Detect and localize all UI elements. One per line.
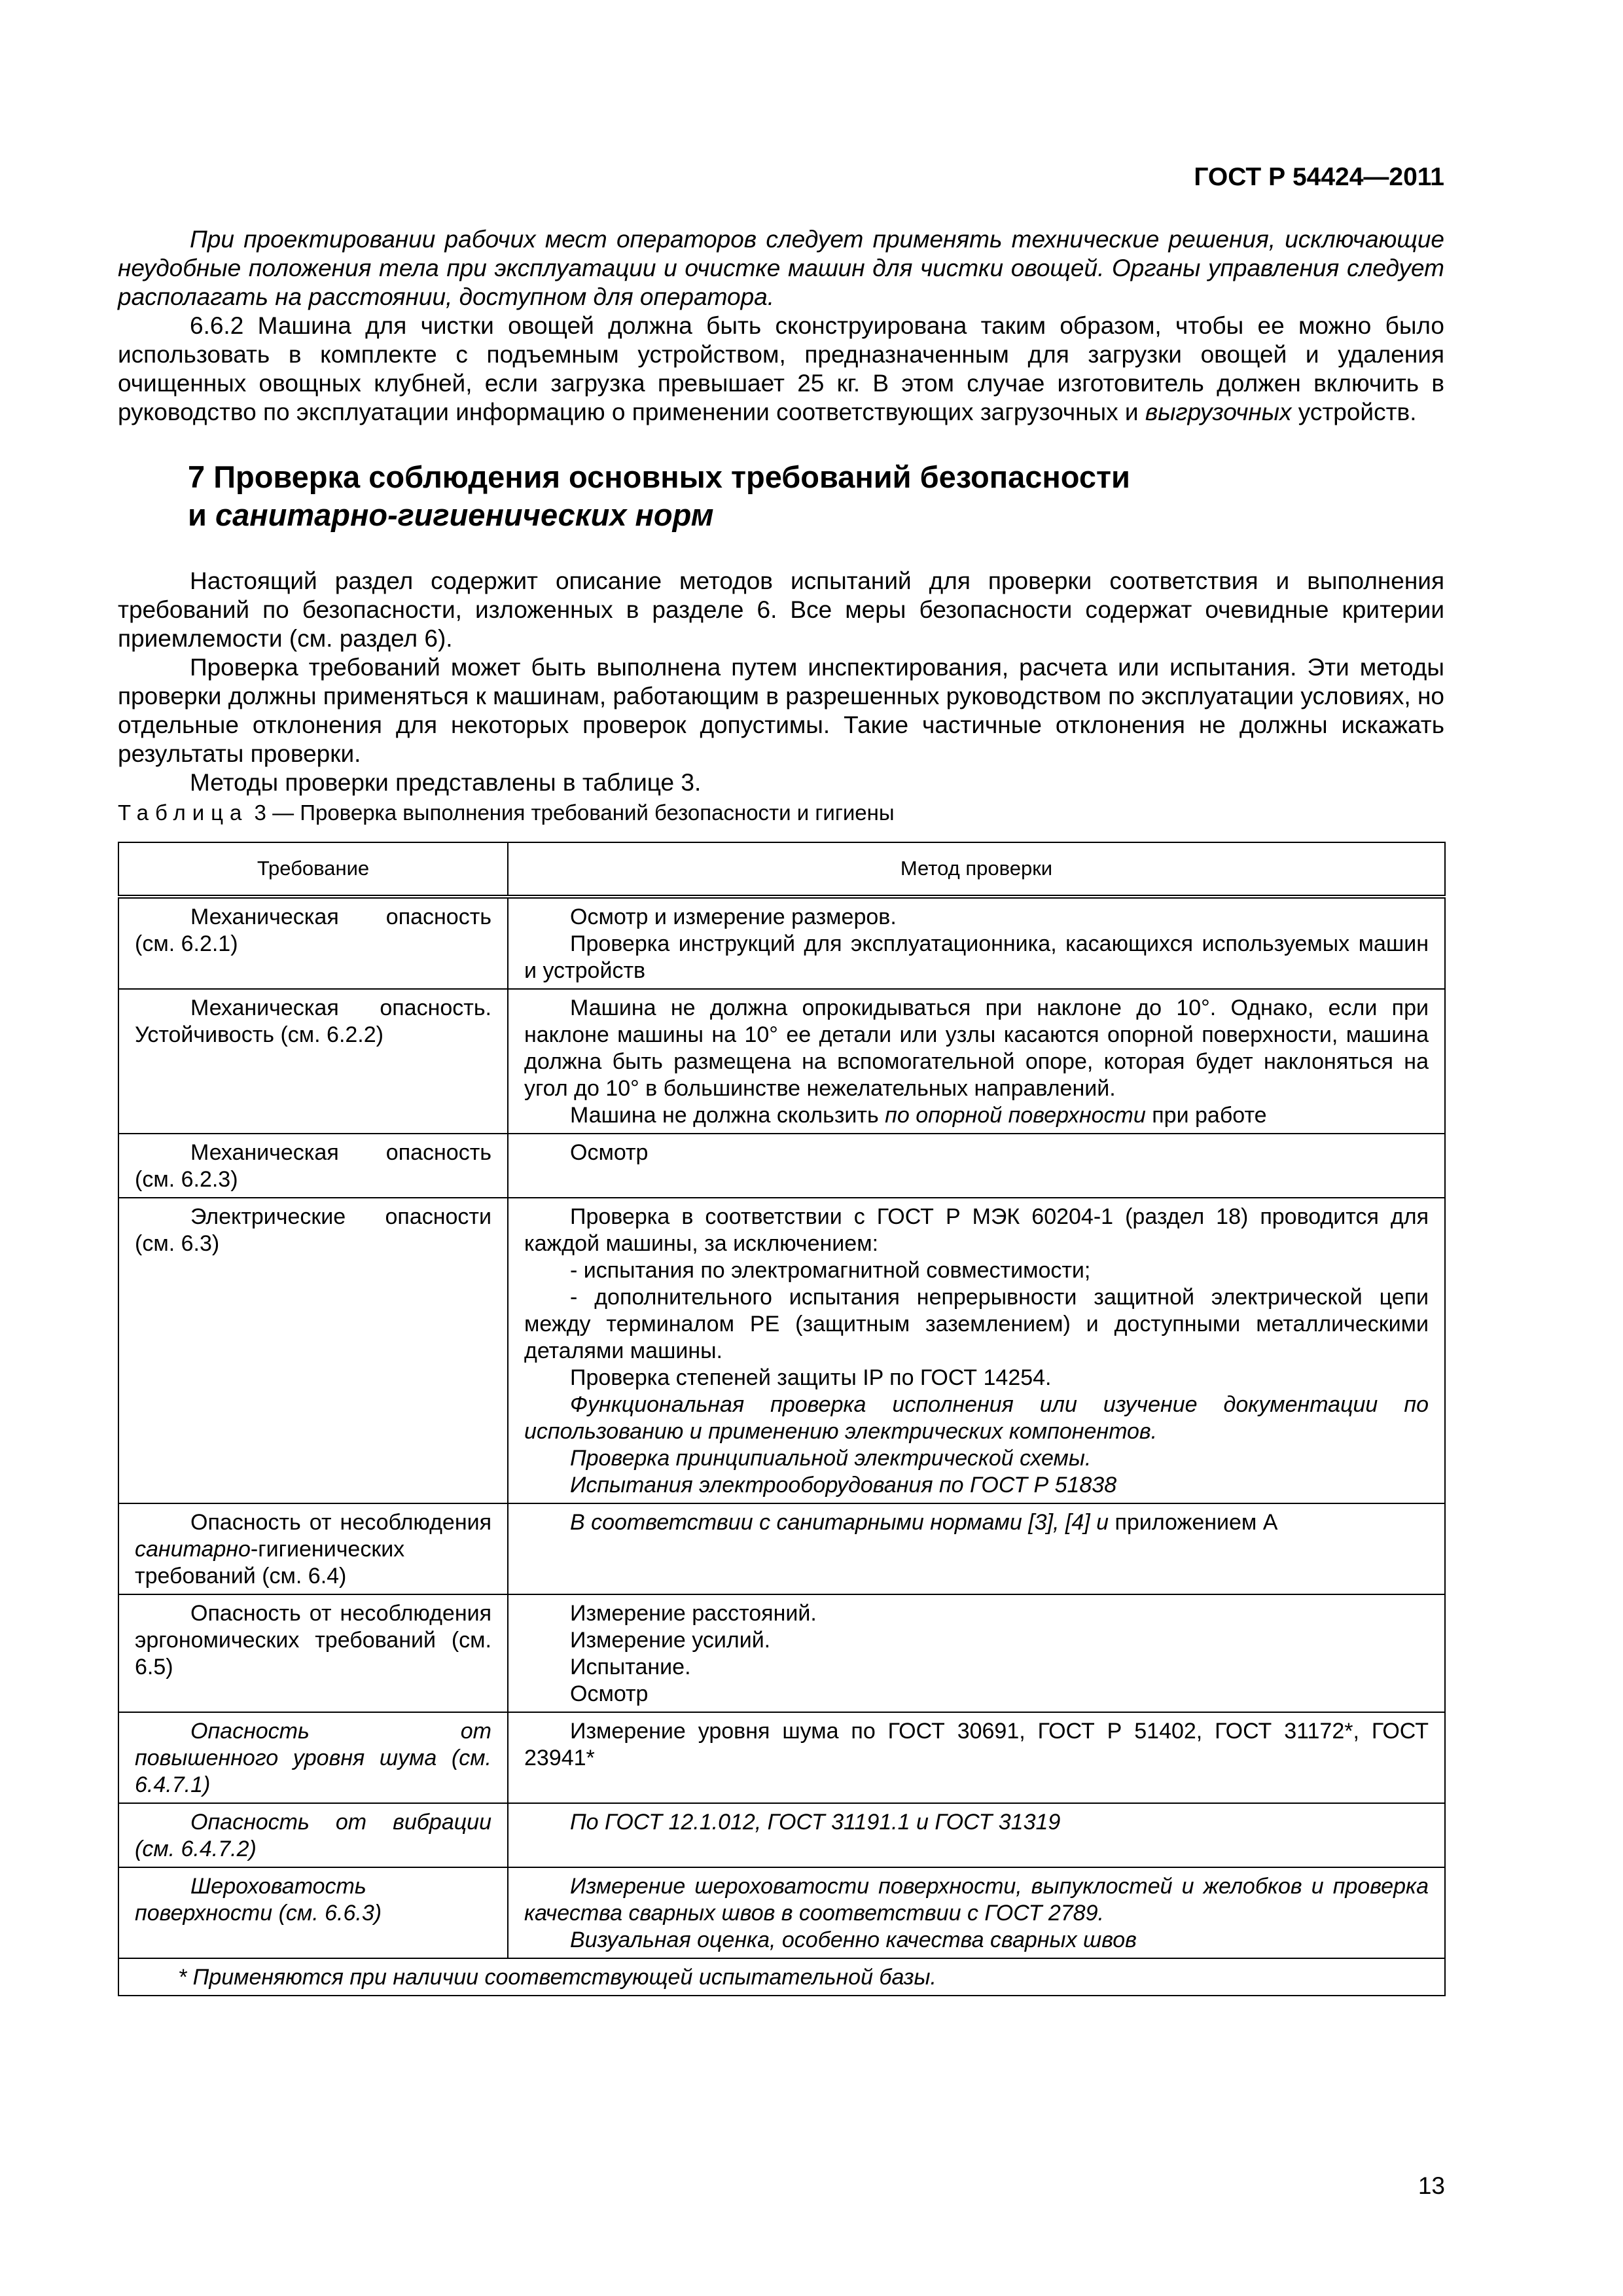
method-line: Проверка принципиальной электрической схемы. <box>570 1446 1092 1471</box>
clause-6-6-2-italic: выгрузочных <box>1145 399 1292 425</box>
requirement-cell <box>118 1712 508 1803</box>
method-line: Измерение усилий. <box>570 1628 771 1653</box>
method-cell <box>508 1867 1445 1958</box>
table-row <box>118 897 1445 989</box>
table-footnote-row <box>118 1958 1445 1996</box>
method-cell <box>508 1134 1445 1198</box>
requirement-text: Опасность от несоблюдения эргономических требований (см. 6.5) <box>135 1601 491 1679</box>
method-text-italic: В соответствии с санитарными нормами [3], [4] и <box>570 1510 1109 1535</box>
table-row <box>118 1712 1445 1803</box>
column-header-method: Метод проверки <box>508 842 1445 897</box>
clause-6-6-2-end: устройств. <box>1291 399 1417 425</box>
method-cell <box>508 1594 1445 1712</box>
requirement-cell <box>118 1867 508 1958</box>
method-cell <box>508 1503 1445 1594</box>
method-line <box>524 1509 1429 1536</box>
table-row <box>118 989 1445 1134</box>
requirement-text-part: -гигиенических требований (см. 6.4) <box>135 1537 405 1588</box>
method-line: Визуальная оценка, особенно качества сварных швов <box>570 1928 1137 1952</box>
table-footnote <box>118 1958 1445 1996</box>
requirement-text-italic: санитарно <box>135 1537 251 1562</box>
section-7-heading-line-1: 7 Проверка соблюдения основных требований безопасности <box>188 459 1130 494</box>
method-line: Измерение расстояний. <box>570 1601 817 1626</box>
section-7-heading <box>118 458 1444 534</box>
requirement-text: Электрические опасности (см. 6.3) <box>135 1204 491 1256</box>
method-cell <box>508 1198 1445 1503</box>
section-7-heading-line-2 <box>188 496 1444 534</box>
method-line: Машина не должна опрокидываться при наклоне до 10°. Однако, если при наклоне машины на 10° ее детали или узлы касаются опорной поверхности, машина должна быть размещена на вспомогательной опоре, которая будет наклоняться на угол до 10° в большинстве нежелательных направлений. <box>524 996 1429 1101</box>
method-cell <box>508 989 1445 1134</box>
method-cell <box>508 1712 1445 1803</box>
requirement-text: Механическая опасность. Устойчивость (см. 6.2.2) <box>135 996 491 1047</box>
table-row <box>118 1503 1445 1594</box>
section-7-heading-line-2-italic: санитарно-гигиенических норм <box>215 497 714 532</box>
method-line: - испытания по электромагнитной совместимости; <box>570 1258 1091 1283</box>
requirement-cell <box>118 1803 508 1867</box>
table-row <box>118 1134 1445 1198</box>
requirement-cell <box>118 1134 508 1198</box>
section-7-heading-line-2-plain: и <box>188 497 215 532</box>
method-cell <box>508 1803 1445 1867</box>
requirement-cell <box>118 1198 508 1503</box>
method-text-italic: по опорной поверхности <box>885 1103 1146 1128</box>
requirement-text: Механическая опасность (см. 6.2.3) <box>135 1140 491 1192</box>
section-7-paragraph-3: Методы проверки представлены в таблице 3. <box>190 769 702 796</box>
method-line: Проверка инструкций для эксплуатационника, касающихся используемых машин и устройств <box>524 931 1429 983</box>
table-row <box>118 1867 1445 1958</box>
method-line: Измерение шероховатости поверхности, выпуклостей и желобков и проверка качества сварных швов в соответствии с ГОСТ 2789. <box>524 1874 1429 1926</box>
requirement-cell <box>118 989 508 1134</box>
method-line: Функциональная проверка исполнения или изучение документации по использованию и применению электрических компонентов. <box>524 1392 1429 1444</box>
method-line: Проверка степеней защиты IP по ГОСТ 14254. <box>570 1365 1052 1390</box>
clause-6-6-2-text: 6.6.2 Машина для чистки овощей должна быть сконструирована таким образом, чтобы ее можно было использовать в комплекте с подъемным устройством, предназначенным для загрузки овощей и удаления очищенных овощных клубней, если загрузка превышает 25 кг. В этом случае изготовитель должен включить в руководство по эксплуатации информацию о применении соответствующих загрузочных и <box>118 312 1444 425</box>
requirement-text-part: Опасность от несоблюдения <box>190 1510 491 1535</box>
method-line: Испытания электрооборудования по ГОСТ Р 51838 <box>570 1473 1117 1498</box>
method-line: Испытание. <box>570 1655 691 1679</box>
requirement-cell <box>118 1503 508 1594</box>
method-line: По ГОСТ 12.1.012, ГОСТ 31191.1 и ГОСТ 31319 <box>570 1810 1061 1835</box>
table-header-row <box>118 842 1445 897</box>
method-line: - дополнительного испытания непрерывности защитной электрической цепи между терминалом PE (защитным заземлением) и доступными металлическими деталями машины. <box>524 1285 1429 1363</box>
requirement-cell <box>118 1594 508 1712</box>
requirement-text: Опасность от вибрации (см. 6.4.7.2) <box>135 1810 491 1861</box>
method-line: Измерение уровня шума по ГОСТ 30691, ГОСТ Р 51402, ГОСТ 31172*, ГОСТ 23941* <box>524 1719 1429 1770</box>
section-7-paragraph-1: Настоящий раздел содержит описание методов испытаний для проверки соответствия и выполнения требований по безопасности, изложенных в разделе 6. Все меры безопасности содержат очевидные критерии приемлемости (см. раздел 6). <box>118 567 1444 652</box>
page-body <box>118 225 1444 1996</box>
table-3-caption-title: 3 — Проверка выполнения требований безопасности и гигиены <box>248 800 895 825</box>
method-text: при работе <box>1145 1103 1267 1128</box>
requirement-text: Шероховатость поверхности (см. 6.6.3) <box>135 1874 382 1926</box>
table-3 <box>118 842 1446 1996</box>
table-row <box>118 1594 1445 1712</box>
document-code: ГОСТ Р 54424—2011 <box>1194 163 1444 191</box>
intro-paragraph-1: При проектировании рабочих мест операторов следует применять технические решения, исключающие неудобные положения тела при эксплуатации и очистке машин для чистки овощей. Органы управления следует располагать на расстоянии, доступном для оператора. <box>118 226 1444 310</box>
table-3-caption <box>118 800 1444 826</box>
method-text: приложением А <box>1109 1510 1278 1535</box>
table-3-caption-lead: Таблица <box>118 800 249 825</box>
table-footnote-text: * Применяются при наличии соответствующей испытательной базы. <box>178 1965 936 1990</box>
method-text: Машина не должна скользить <box>570 1103 885 1128</box>
clause-6-6-2 <box>118 312 1444 427</box>
method-line: Осмотр <box>570 1140 649 1165</box>
requirement-cell <box>118 897 508 989</box>
requirement-text <box>135 1509 491 1590</box>
method-line <box>524 1102 1429 1129</box>
method-line: Осмотр <box>570 1681 649 1706</box>
method-line: Проверка в соответствии с ГОСТ Р МЭК 60204-1 (раздел 18) проводится для каждой машины, за исключением: <box>524 1204 1429 1256</box>
section-7-paragraph-2: Проверка требований может быть выполнена путем инспектирования, расчета или испытания. Эти методы проверки должны применяться к машинам, работающим в разрешенных руководством по эксплуатации условиях, но отдельные отклонения для некоторых проверок допустимы. Такие частичные отклонения не должны искажать результаты проверки. <box>118 654 1444 767</box>
page-number: 13 <box>1418 2172 1445 2199</box>
table-row <box>118 1198 1445 1503</box>
method-line: Осмотр и измерение размеров. <box>570 905 897 929</box>
requirement-text: Механическая опасность (см. 6.2.1) <box>135 905 491 956</box>
table-row <box>118 1803 1445 1867</box>
requirement-text: Опасность от повышенного уровня шума (см. 6.4.7.1) <box>135 1719 491 1797</box>
column-header-requirement: Требование <box>118 842 508 897</box>
method-cell <box>508 897 1445 989</box>
